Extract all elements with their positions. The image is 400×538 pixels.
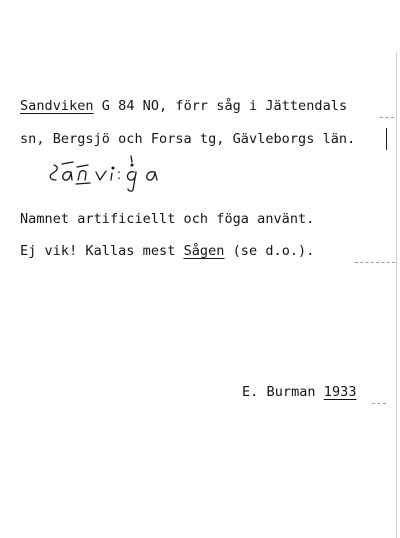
end-bar — [386, 128, 387, 150]
place-name: Sandviken — [20, 98, 94, 114]
cross-reference-name: Sågen — [183, 243, 225, 259]
note-text-2: (se d.o.). — [224, 243, 315, 259]
author-name: E. Burman — [242, 384, 316, 400]
entry-line-4: Namnet artificiellt och föga använt. — [20, 211, 315, 227]
entry-line-1 — [20, 98, 347, 114]
year: 1933 — [323, 384, 357, 400]
handwritten-phonetic-form — [44, 150, 194, 192]
card-edge — [396, 52, 397, 538]
entry-line-2: sn, Bergsjö och Forsa tg, Gävleborgs län. — [20, 131, 356, 147]
dash-fill — [372, 403, 386, 404]
dash-fill — [380, 117, 394, 118]
note-text-1: Ej vik! Kallas mest — [20, 243, 184, 259]
signature-line — [242, 384, 357, 400]
dash-fill — [355, 262, 395, 263]
entry-line-5 — [20, 243, 314, 259]
location-text: G 84 NO, förr såg i Jättendals — [93, 98, 348, 114]
